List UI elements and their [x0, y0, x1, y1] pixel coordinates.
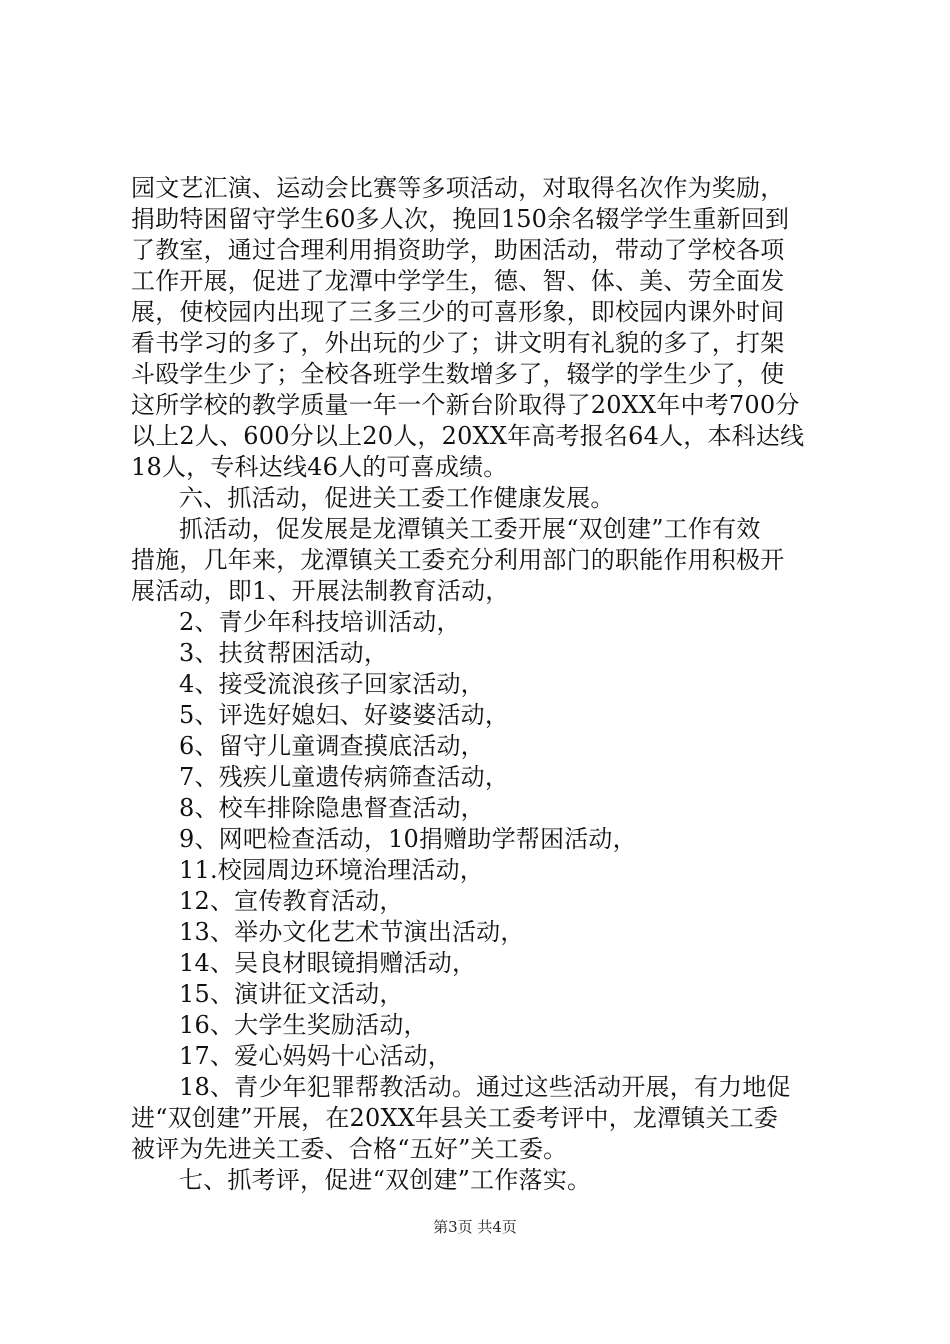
text-line: 展，使校园内出现了三多三少的可喜形象，即校园内课外时间 — [131, 298, 785, 326]
text-line: 被评为先进关工委、合格“五好”关工委。 — [131, 1135, 568, 1163]
text-line: 18人，专科达线46人的可喜成绩。 — [131, 453, 508, 481]
text-line: 14、吴良材眼镜捐赠活动， — [179, 949, 477, 977]
text-line: 13、举办文化艺术节演出活动， — [179, 918, 525, 946]
text-line: 3、扶贫帮困活动， — [179, 639, 389, 667]
text-line: 8、校车排除隐患督查活动， — [179, 794, 485, 822]
document-body — [131, 173, 831, 1196]
text-line: 17、爱心妈妈十心活动， — [179, 1042, 452, 1070]
text-line: 斗殴学生少了；全校各班学生数增多了，辍学的学生少了，使 — [131, 360, 785, 388]
page-footer: 第3页 共4页 — [433, 1218, 517, 1236]
text-line: 2、青少年科技培训活动， — [179, 608, 461, 636]
text-line: 看书学习的多了，外出玩的少了；讲文明有礼貌的多了，打架 — [131, 329, 785, 357]
text-line: 16、大学生奖励活动， — [179, 1011, 428, 1039]
text-line: 了教室，通过合理利用捐资助学，助困活动，带动了学校各项 — [131, 236, 785, 264]
text-line: 工作开展，促进了龙潭中学学生，德、智、体、美、劳全面发 — [131, 267, 785, 295]
text-line: 12、宣传教育活动， — [179, 887, 404, 915]
text-line: 7、残疾儿童遗传病筛查活动， — [179, 763, 510, 791]
text-line: 9、网吧检查活动，10捐赠助学帮困活动， — [179, 825, 637, 853]
text-line: 六、抓活动，促进关工委工作健康发展。 — [179, 484, 615, 512]
text-line: 七、抓考评，促进“双创建”工作落实。 — [179, 1166, 592, 1194]
text-line: 18、青少年犯罪帮教活动。通过这些活动开展，有力地促 — [179, 1073, 791, 1101]
text-line: 11.校园周边环境治理活动， — [179, 856, 484, 884]
text-line: 5、评选好媳妇、好婆婆活动， — [179, 701, 510, 729]
text-line: 15、演讲征文活动， — [179, 980, 404, 1008]
text-line: 捐助特困留守学生60多人次，挽回150余名辍学学生重新回到 — [131, 205, 790, 233]
text-line: 展活动，即1、开展法制教育活动， — [131, 577, 510, 605]
text-line: 措施，几年来，龙潭镇关工委充分利用部门的职能作用积极开 — [131, 546, 785, 574]
text-line: 抓活动，促发展是龙潭镇关工委开展“双创建”工作有效 — [179, 515, 761, 543]
text-line: 进“双创建”开展，在20XX年县关工委考评中，龙潭镇关工委 — [131, 1104, 779, 1132]
text-line: 6、留守儿童调查摸底活动， — [179, 732, 485, 760]
text-line: 4、接受流浪孩子回家活动， — [179, 670, 485, 698]
text-line: 以上2人、600分以上20人，20XX年高考报名64人，本科达线 — [131, 422, 805, 450]
text-line: 园文艺汇演、运动会比赛等多项活动，对取得名次作为奖励， — [131, 174, 785, 202]
text-line: 这所学校的教学质量一年一个新台阶取得了20XX年中考700分 — [131, 391, 800, 419]
